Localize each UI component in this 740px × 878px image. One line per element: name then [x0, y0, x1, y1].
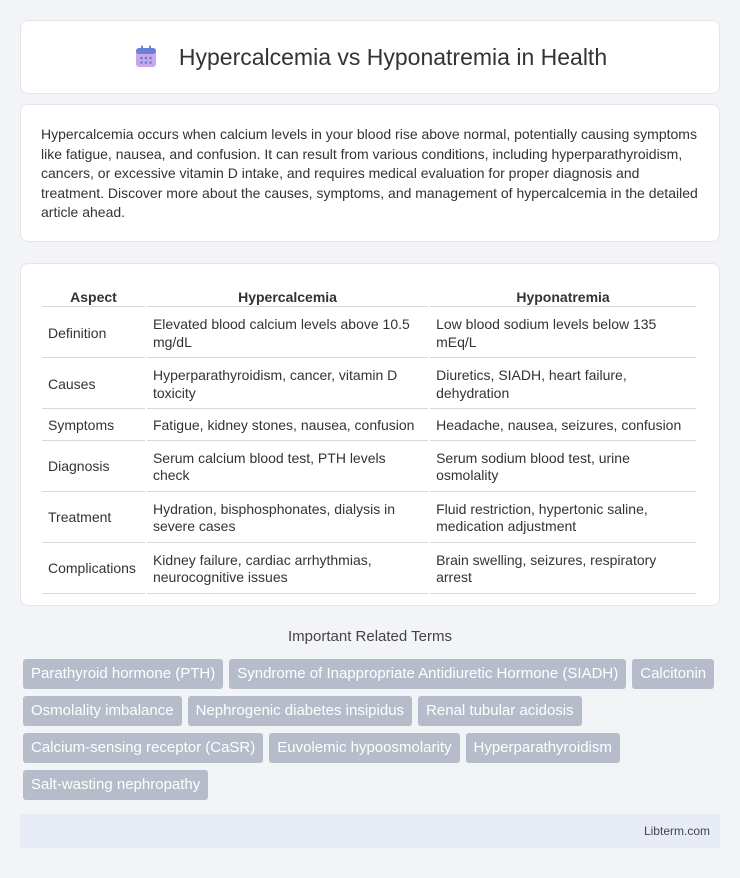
intro-card	[20, 104, 720, 242]
column-header-hyponatremia: Hyponatremia	[430, 286, 696, 307]
related-term-tag[interactable]: Renal tubular acidosis	[418, 696, 582, 726]
row-aspect: Treatment	[42, 494, 145, 543]
comparison-table-card	[20, 263, 720, 606]
row-hyponatremia: Serum sodium blood test, urine osmolality	[430, 443, 696, 492]
column-header-hypercalcemia: Hypercalcemia	[147, 286, 428, 307]
table-row	[42, 494, 696, 543]
row-aspect: Complications	[42, 545, 145, 594]
row-hypercalcemia: Fatigue, kidney stones, nausea, confusion	[147, 411, 428, 441]
table-row	[42, 309, 696, 358]
row-aspect: Definition	[42, 309, 145, 358]
row-hyponatremia: Headache, nausea, seizures, confusion	[430, 411, 696, 441]
related-term-tag[interactable]: Euvolemic hypoosmolarity	[269, 733, 459, 763]
calendar-icon	[133, 44, 159, 70]
row-hyponatremia: Diuretics, SIADH, heart failure, dehydration	[430, 360, 696, 409]
intro-text: Hypercalcemia occurs when calcium levels in your blood rise above normal, potentially causing symptoms like fatigue, nausea, and confusion. It can result from various conditions, including hyperparathyroidism, cancers, or excessive vitamin D intake, and requires medical evaluation for proper diagnosis and treatment. Discover more about the causes, symptoms, and management of hypercalcemia in the detailed article ahead.	[41, 126, 698, 220]
column-header-aspect: Aspect	[42, 286, 145, 307]
row-hyponatremia: Brain swelling, seizures, respiratory arrest	[430, 545, 696, 594]
row-hypercalcemia: Elevated blood calcium levels above 10.5 mg/dL	[147, 309, 428, 358]
row-aspect: Symptoms	[42, 411, 145, 441]
related-terms-title: Important Related Terms	[288, 628, 452, 645]
related-term-tag[interactable]: Osmolality imbalance	[23, 696, 182, 726]
related-term-tag[interactable]: Calcitonin	[632, 659, 714, 689]
table-row	[42, 411, 696, 441]
related-term-tag[interactable]: Calcium-sensing receptor (CaSR)	[23, 733, 263, 763]
table-header-row	[42, 286, 696, 307]
row-aspect: Diagnosis	[42, 443, 145, 492]
row-hypercalcemia: Serum calcium blood test, PTH levels check	[147, 443, 428, 492]
related-terms-list	[23, 659, 723, 800]
related-term-tag[interactable]: Hyperparathyroidism	[466, 733, 620, 763]
row-hypercalcemia: Hyperparathyroidism, cancer, vitamin D toxicity	[147, 360, 428, 409]
related-term-tag[interactable]: Salt-wasting nephropathy	[23, 770, 208, 800]
row-hyponatremia: Fluid restriction, hypertonic saline, medication adjustment	[430, 494, 696, 543]
related-term-tag[interactable]: Parathyroid hormone (PTH)	[23, 659, 223, 689]
header	[133, 44, 607, 71]
footer	[20, 814, 720, 848]
comparison-table	[40, 284, 698, 596]
page-title: Hypercalcemia vs Hyponatremia in Health	[178, 43, 608, 70]
related-term-tag[interactable]: Nephrogenic diabetes insipidus	[188, 696, 412, 726]
row-hypercalcemia: Hydration, bisphosphonates, dialysis in severe cases	[147, 494, 428, 543]
related-term-tag[interactable]: Syndrome of Inappropriate Antidiuretic Hormone (SIADH)	[229, 659, 626, 689]
row-hyponatremia: Low blood sodium levels below 135 mEq/L	[430, 309, 696, 358]
table-row	[42, 545, 696, 594]
table-row	[42, 443, 696, 492]
row-aspect: Causes	[42, 360, 145, 409]
footer-site-link[interactable]: Libterm.com	[643, 824, 710, 838]
row-hypercalcemia: Kidney failure, cardiac arrhythmias, neurocognitive issues	[147, 545, 428, 594]
header-card	[20, 20, 720, 94]
table-row	[42, 360, 696, 409]
